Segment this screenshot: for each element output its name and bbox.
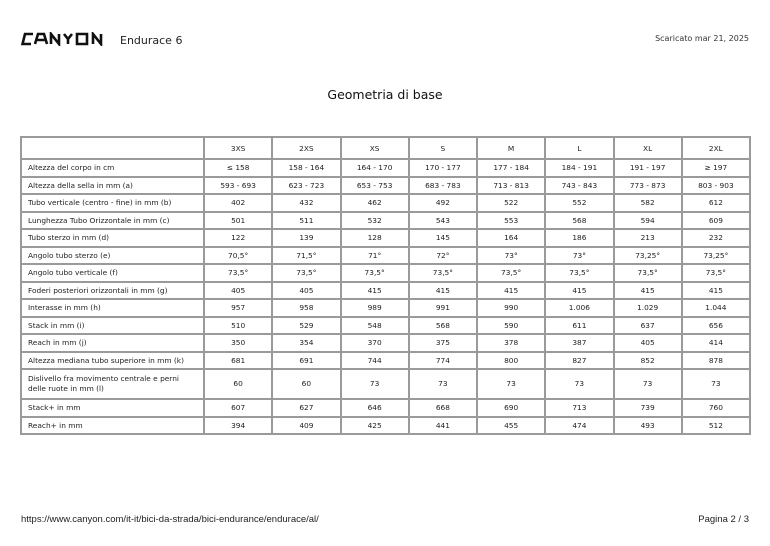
table-row xyxy=(21,299,750,317)
table-row xyxy=(21,317,750,335)
table-cell: 760 xyxy=(682,399,750,417)
size-header: L xyxy=(545,137,613,159)
table-cell: 232 xyxy=(682,229,750,247)
table-cell: 387 xyxy=(545,334,613,352)
table-cell: 1.029 xyxy=(614,299,682,317)
table-cell: 852 xyxy=(614,352,682,370)
table-cell: 803 - 903 xyxy=(682,177,750,195)
page-number: Pagina 2 / 3 xyxy=(698,514,749,525)
table-cell: 213 xyxy=(614,229,682,247)
table-cell: 522 xyxy=(477,194,545,212)
table-cell: 827 xyxy=(545,352,613,370)
row-label: Dislivello fra movimento centrale e perni delle ruote in mm (l) xyxy=(21,369,204,399)
table-cell: 73° xyxy=(545,247,613,265)
table-cell: 378 xyxy=(477,334,545,352)
table-cell: 164 xyxy=(477,229,545,247)
table-cell: 375 xyxy=(409,334,477,352)
table-cell: 170 - 177 xyxy=(409,159,477,177)
table-cell: 683 - 783 xyxy=(409,177,477,195)
table-cell: 128 xyxy=(341,229,409,247)
table-cell: 402 xyxy=(204,194,272,212)
table-cell: 405 xyxy=(204,282,272,300)
table-cell: 73,25° xyxy=(614,247,682,265)
table-cell: 70,5° xyxy=(204,247,272,265)
table-body xyxy=(21,159,750,434)
table-row xyxy=(21,212,750,230)
table-cell: 656 xyxy=(682,317,750,335)
table-row xyxy=(21,247,750,265)
table-cell: 415 xyxy=(545,282,613,300)
table-cell: 553 xyxy=(477,212,545,230)
row-label: Angolo tubo verticale (f) xyxy=(21,264,204,282)
table-row xyxy=(21,334,750,352)
table-cell: 158 - 164 xyxy=(272,159,340,177)
table-cell: 72° xyxy=(409,247,477,265)
table-row xyxy=(21,264,750,282)
table-cell: 744 xyxy=(341,352,409,370)
table-row xyxy=(21,177,750,195)
header-corner-cell xyxy=(21,137,204,159)
table-cell: 441 xyxy=(409,417,477,435)
table-cell: 73 xyxy=(341,369,409,399)
table-cell: 71,5° xyxy=(272,247,340,265)
size-header: 2XS xyxy=(272,137,340,159)
canyon-logo xyxy=(21,32,111,46)
table-cell: 73,5° xyxy=(614,264,682,282)
table-cell: 957 xyxy=(204,299,272,317)
table-row xyxy=(21,194,750,212)
table-cell: 612 xyxy=(682,194,750,212)
table-cell: 462 xyxy=(341,194,409,212)
table-cell: 739 xyxy=(614,399,682,417)
table-cell: 1.044 xyxy=(682,299,750,317)
table-cell: 164 - 170 xyxy=(341,159,409,177)
row-label: Tubo verticale (centro - fine) in mm (b) xyxy=(21,194,204,212)
table-cell: 122 xyxy=(204,229,272,247)
footer-url[interactable]: https://www.canyon.com/it-it/bici-da-strada/bici-endurance/endurace/al/ xyxy=(21,514,319,525)
geometry-table xyxy=(20,136,751,435)
table-cell: 474 xyxy=(545,417,613,435)
table-cell: 713 - 813 xyxy=(477,177,545,195)
table-cell: 73 xyxy=(409,369,477,399)
table-cell: 370 xyxy=(341,334,409,352)
table-cell: ≤ 158 xyxy=(204,159,272,177)
size-header: S xyxy=(409,137,477,159)
table-cell: 405 xyxy=(614,334,682,352)
size-header: 3XS xyxy=(204,137,272,159)
row-label: Altezza del corpo in cm xyxy=(21,159,204,177)
table-cell: 394 xyxy=(204,417,272,435)
table-cell: 415 xyxy=(477,282,545,300)
size-header: XS xyxy=(341,137,409,159)
table-cell: 414 xyxy=(682,334,750,352)
table-cell: 455 xyxy=(477,417,545,435)
row-label: Angolo tubo sterzo (e) xyxy=(21,247,204,265)
table-cell: 713 xyxy=(545,399,613,417)
table-cell: 691 xyxy=(272,352,340,370)
table-cell: 593 - 693 xyxy=(204,177,272,195)
table-cell: 73 xyxy=(477,369,545,399)
row-label: Foderi posteriori orizzontali in mm (g) xyxy=(21,282,204,300)
table-cell: 184 - 191 xyxy=(545,159,613,177)
table-row xyxy=(21,399,750,417)
table-row xyxy=(21,417,750,435)
table-cell: 350 xyxy=(204,334,272,352)
table-cell: 73,5° xyxy=(682,264,750,282)
table-cell: 774 xyxy=(409,352,477,370)
table-row xyxy=(21,369,750,399)
table-cell: 800 xyxy=(477,352,545,370)
table-cell: 568 xyxy=(409,317,477,335)
table-cell: 415 xyxy=(341,282,409,300)
table-cell: 73° xyxy=(477,247,545,265)
table-cell: 529 xyxy=(272,317,340,335)
table-cell: 743 - 843 xyxy=(545,177,613,195)
table-cell: 73,5° xyxy=(545,264,613,282)
table-cell: 425 xyxy=(341,417,409,435)
table-cell: 405 xyxy=(272,282,340,300)
table-cell: 653 - 753 xyxy=(341,177,409,195)
table-cell: 990 xyxy=(477,299,545,317)
table-cell: 1.006 xyxy=(545,299,613,317)
table-cell: 145 xyxy=(409,229,477,247)
table-cell: 73,5° xyxy=(341,264,409,282)
table-cell: 646 xyxy=(341,399,409,417)
table-row xyxy=(21,352,750,370)
table-cell: 511 xyxy=(272,212,340,230)
table-cell: 690 xyxy=(477,399,545,417)
row-label: Tubo sterzo in mm (d) xyxy=(21,229,204,247)
table-cell: 627 xyxy=(272,399,340,417)
table-cell: 73,25° xyxy=(682,247,750,265)
size-header: M xyxy=(477,137,545,159)
table-cell: 409 xyxy=(272,417,340,435)
table-cell: 73 xyxy=(545,369,613,399)
table-cell: 637 xyxy=(614,317,682,335)
page-title: Geometria di base xyxy=(327,87,443,102)
table-cell: 354 xyxy=(272,334,340,352)
model-name: Endurace 6 xyxy=(120,34,183,47)
table-cell: 73,5° xyxy=(409,264,477,282)
table-cell: 611 xyxy=(545,317,613,335)
table-cell: 60 xyxy=(272,369,340,399)
table-cell: 73,5° xyxy=(272,264,340,282)
table-cell: 991 xyxy=(409,299,477,317)
table-cell: 958 xyxy=(272,299,340,317)
row-label: Interasse in mm (h) xyxy=(21,299,204,317)
row-label: Stack in mm (i) xyxy=(21,317,204,335)
table-cell: 73 xyxy=(614,369,682,399)
table-cell: 186 xyxy=(545,229,613,247)
table-cell: 139 xyxy=(272,229,340,247)
table-cell: 191 - 197 xyxy=(614,159,682,177)
table-cell: 71° xyxy=(341,247,409,265)
table-row xyxy=(21,282,750,300)
table-cell: 609 xyxy=(682,212,750,230)
table-cell: 510 xyxy=(204,317,272,335)
row-label: Altezza mediana tubo superiore in mm (k) xyxy=(21,352,204,370)
table-row xyxy=(21,159,750,177)
table-cell: 681 xyxy=(204,352,272,370)
table-cell: 493 xyxy=(614,417,682,435)
table-cell: 989 xyxy=(341,299,409,317)
table-cell: 492 xyxy=(409,194,477,212)
table-cell: 590 xyxy=(477,317,545,335)
table-cell: 773 - 873 xyxy=(614,177,682,195)
table-cell: 623 - 723 xyxy=(272,177,340,195)
table-cell: 415 xyxy=(409,282,477,300)
table-cell: 432 xyxy=(272,194,340,212)
table-cell: 552 xyxy=(545,194,613,212)
table-cell: 668 xyxy=(409,399,477,417)
row-label: Reach in mm (j) xyxy=(21,334,204,352)
table-cell: 415 xyxy=(682,282,750,300)
table-cell: 73,5° xyxy=(204,264,272,282)
row-label: Stack+ in mm xyxy=(21,399,204,417)
table-cell: 594 xyxy=(614,212,682,230)
table-cell: 512 xyxy=(682,417,750,435)
table-cell: 532 xyxy=(341,212,409,230)
table-cell: 60 xyxy=(204,369,272,399)
table-cell: 415 xyxy=(614,282,682,300)
table-row xyxy=(21,229,750,247)
row-label: Altezza della sella in mm (a) xyxy=(21,177,204,195)
table-cell: 543 xyxy=(409,212,477,230)
row-label: Reach+ in mm xyxy=(21,417,204,435)
size-header: 2XL xyxy=(682,137,750,159)
size-header: XL xyxy=(614,137,682,159)
table-cell: 568 xyxy=(545,212,613,230)
row-label: Lunghezza Tubo Orizzontale in mm (c) xyxy=(21,212,204,230)
download-date: Scaricato mar 21, 2025 xyxy=(655,34,749,43)
table-cell: 73,5° xyxy=(477,264,545,282)
table-cell: 177 - 184 xyxy=(477,159,545,177)
table-cell: 73 xyxy=(682,369,750,399)
table-cell: 501 xyxy=(204,212,272,230)
table-header-row xyxy=(21,137,750,159)
table-cell: ≥ 197 xyxy=(682,159,750,177)
table-cell: 582 xyxy=(614,194,682,212)
table-cell: 607 xyxy=(204,399,272,417)
table-cell: 548 xyxy=(341,317,409,335)
table-cell: 878 xyxy=(682,352,750,370)
